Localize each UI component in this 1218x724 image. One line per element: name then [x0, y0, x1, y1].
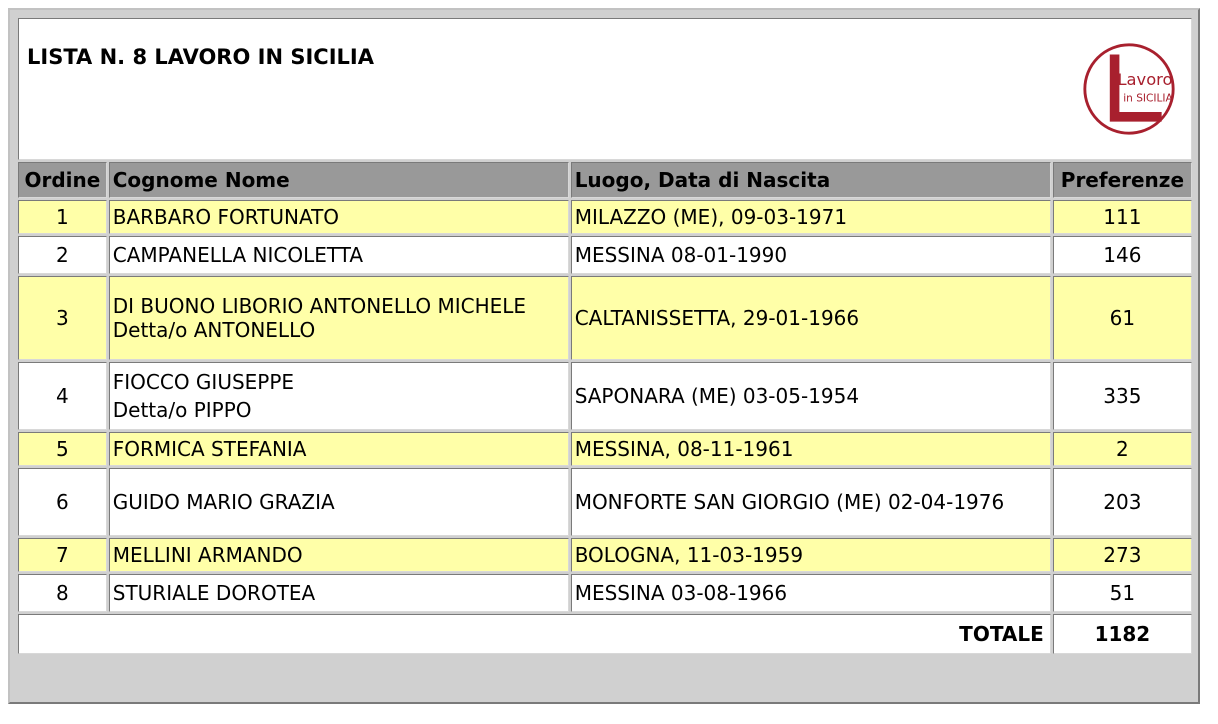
cell-nome: BARBARO FORTUNATO — [109, 200, 569, 234]
cell-nome: GUIDO MARIO GRAZIA — [109, 468, 569, 536]
lavoro-in-sicilia-logo — [1081, 41, 1177, 137]
cell-nome-detto — [109, 276, 569, 360]
cell-ordine: 7 — [18, 538, 107, 572]
cell-ordine: 4 — [18, 362, 107, 430]
column-header-cognome-nome: Cognome Nome — [109, 162, 569, 198]
column-header-ordine: Ordine — [18, 162, 107, 198]
table-row — [18, 236, 1192, 274]
totale-value: 1182 — [1053, 614, 1192, 654]
cell-luogo: MONFORTE SAN GIORGIO (ME) 02-04-1976 — [571, 468, 1051, 536]
cell-luogo: MESSINA 08-01-1990 — [571, 236, 1051, 274]
cell-preferenze: 203 — [1053, 468, 1192, 536]
header-row — [18, 162, 1192, 198]
cell-luogo: MESSINA, 08-11-1961 — [571, 432, 1051, 466]
results-panel — [8, 8, 1200, 704]
cell-luogo: MESSINA 03-08-1966 — [571, 574, 1051, 612]
cell-ordine: 2 — [18, 236, 107, 274]
cell-preferenze: 2 — [1053, 432, 1192, 466]
cell-preferenze: 111 — [1053, 200, 1192, 234]
cell-luogo: CALTANISSETTA, 29-01-1966 — [571, 276, 1051, 360]
cell-preferenze: 61 — [1053, 276, 1192, 360]
cell-preferenze: 51 — [1053, 574, 1192, 612]
cell-detto: Detta/o PIPPO — [112, 398, 252, 422]
cell-preferenze: 273 — [1053, 538, 1192, 572]
table-row — [18, 276, 1192, 360]
table-row — [18, 362, 1192, 430]
cell-nome: DI BUONO LIBORIO ANTONELLO MICHELE — [112, 294, 527, 318]
cell-nome: MELLINI ARMANDO — [109, 538, 569, 572]
cell-nome: FORMICA STEFANIA — [109, 432, 569, 466]
cell-ordine: 1 — [18, 200, 107, 234]
list-title-cell — [18, 18, 1192, 160]
cell-nome: STURIALE DOROTEA — [109, 574, 569, 612]
cell-luogo: BOLOGNA, 11-03-1959 — [571, 538, 1051, 572]
cell-ordine: 8 — [18, 574, 107, 612]
table-row — [18, 468, 1192, 536]
totale-label: TOTALE — [18, 614, 1051, 654]
svg-text:Lavoro: Lavoro — [1117, 70, 1173, 90]
list-title: LISTA N. 8 LAVORO IN SICILIA — [27, 45, 374, 69]
table-row — [18, 432, 1192, 466]
table-row — [18, 574, 1192, 612]
table-row — [18, 200, 1192, 234]
cell-ordine: 6 — [18, 468, 107, 536]
candidate-list-table — [16, 16, 1194, 656]
table-row — [18, 538, 1192, 572]
cell-nome: CAMPANELLA NICOLETTA — [109, 236, 569, 274]
totale-row — [18, 614, 1192, 654]
cell-luogo: SAPONARA (ME) 03-05-1954 — [571, 362, 1051, 430]
cell-luogo: MILAZZO (ME), 09-03-1971 — [571, 200, 1051, 234]
cell-nome-detto — [109, 362, 569, 430]
cell-nome: FIOCCO GIUSEPPE — [112, 370, 295, 394]
cell-ordine: 3 — [18, 276, 107, 360]
cell-ordine: 5 — [18, 432, 107, 466]
cell-detto: Detta/o ANTONELLO — [112, 318, 316, 342]
svg-text:in SICILIA: in SICILIA — [1123, 92, 1173, 105]
column-header-luogo-data: Luogo, Data di Nascita — [571, 162, 1051, 198]
column-header-preferenze: Preferenze — [1053, 162, 1192, 198]
cell-preferenze: 146 — [1053, 236, 1192, 274]
cell-preferenze: 335 — [1053, 362, 1192, 430]
